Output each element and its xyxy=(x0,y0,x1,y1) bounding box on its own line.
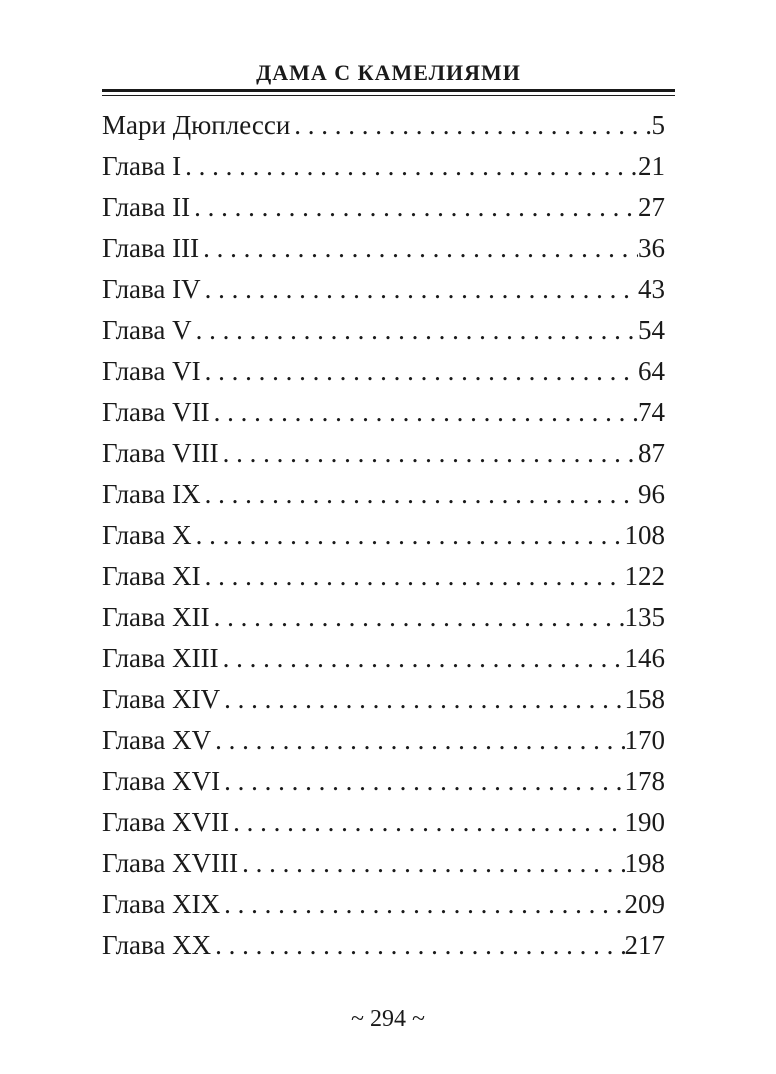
toc-entry-title: Глава IX xyxy=(102,479,201,509)
toc-entry xyxy=(102,761,665,802)
toc-entry-page: 64 xyxy=(638,356,665,386)
toc-entry-title: Глава XII xyxy=(102,602,210,632)
toc-entry-page: 135 xyxy=(624,602,665,632)
toc-entry-title: Глава XVIII xyxy=(102,848,239,878)
toc-entry-title: Глава VI xyxy=(102,356,201,386)
header-rule-thin xyxy=(102,95,675,96)
toc-entry xyxy=(102,146,665,187)
toc-entry-title: Глава XV xyxy=(102,725,212,755)
dot-leader xyxy=(190,187,638,228)
toc-entry-title: Глава XVII xyxy=(102,807,230,837)
toc-entry-title: Глава III xyxy=(102,233,200,263)
toc-entry-page: 87 xyxy=(638,438,665,468)
dot-leader xyxy=(219,638,625,679)
toc-entry-title: Глава XIX xyxy=(102,889,221,919)
toc-entry xyxy=(102,228,665,269)
toc-entry-title: Глава IV xyxy=(102,274,201,304)
page-number: ~ 294 ~ xyxy=(351,1006,425,1032)
toc-entry-page: 74 xyxy=(638,397,665,427)
header-rule-thick xyxy=(102,89,675,92)
dot-leader xyxy=(201,269,638,310)
dot-leader xyxy=(229,802,624,843)
dot-leader xyxy=(181,146,638,187)
toc-entry-title: Глава XI xyxy=(102,561,201,591)
toc-entry xyxy=(102,556,665,597)
toc-entry-page: 209 xyxy=(624,889,665,919)
dot-leader xyxy=(220,884,624,925)
dot-leader xyxy=(219,433,638,474)
toc-entry xyxy=(102,392,665,433)
toc-entry-page: 54 xyxy=(638,315,665,345)
toc-entry-title: Глава XX xyxy=(102,930,212,960)
toc-entry-title: Глава XIV xyxy=(102,684,221,714)
toc-entry-page: 27 xyxy=(638,192,665,222)
toc-entry xyxy=(102,351,665,392)
toc-entry-page: 36 xyxy=(638,233,665,263)
dot-leader xyxy=(220,761,624,802)
dot-leader xyxy=(192,515,625,556)
toc-entry-page: 158 xyxy=(624,684,665,714)
toc-entry xyxy=(102,802,665,843)
dot-leader xyxy=(290,105,651,146)
toc-entry-page: 217 xyxy=(624,930,665,960)
toc-entry xyxy=(102,474,665,515)
toc-entry xyxy=(102,679,665,720)
toc-entry xyxy=(102,884,665,925)
dot-leader xyxy=(210,392,638,433)
dot-leader xyxy=(201,474,638,515)
toc-entry xyxy=(102,597,665,638)
toc-entry-page: 146 xyxy=(624,643,665,673)
toc-entry xyxy=(102,720,665,761)
dot-leader xyxy=(192,310,638,351)
toc-entry-page: 190 xyxy=(624,807,665,837)
toc-entry xyxy=(102,515,665,556)
toc-entry xyxy=(102,843,665,884)
dot-leader xyxy=(238,843,624,884)
toc-entry-title: Глава II xyxy=(102,192,191,222)
toc-entry-page: 43 xyxy=(638,274,665,304)
toc-entry-title: Глава X xyxy=(102,520,192,550)
toc-entry xyxy=(102,187,665,228)
toc-entry-title: Глава XVI xyxy=(102,766,221,796)
toc-entry-page: 170 xyxy=(624,725,665,755)
toc-entry-title: Глава I xyxy=(102,151,182,181)
toc-entry xyxy=(102,638,665,679)
toc-entry xyxy=(102,269,665,310)
toc-entry xyxy=(102,433,665,474)
dot-leader xyxy=(211,925,624,966)
toc-entry-page: 122 xyxy=(624,561,665,591)
toc-entry xyxy=(102,105,665,146)
toc-entry-page: 96 xyxy=(638,479,665,509)
dot-leader xyxy=(211,720,624,761)
toc-entry-title: Мари Дюплесси xyxy=(102,110,291,140)
dot-leader xyxy=(201,556,625,597)
toc-entry xyxy=(102,925,665,966)
toc-entry xyxy=(102,310,665,351)
dot-leader xyxy=(210,597,625,638)
toc-entry-page: 198 xyxy=(624,848,665,878)
toc-entry-page: 21 xyxy=(638,151,665,181)
running-header: ДАМА С КАМЕЛИЯМИ xyxy=(256,60,521,85)
toc-entry-title: Глава VII xyxy=(102,397,210,427)
toc-entry-page: 5 xyxy=(651,110,665,140)
dot-leader xyxy=(201,351,638,392)
toc-entry-title: Глава V xyxy=(102,315,192,345)
toc-entry-page: 178 xyxy=(624,766,665,796)
dot-leader xyxy=(220,679,624,720)
dot-leader xyxy=(199,228,638,269)
toc-entry-title: Глава VIII xyxy=(102,438,219,468)
table-of-contents xyxy=(102,105,665,966)
toc-entry-title: Глава XIII xyxy=(102,643,219,673)
toc-entry-page: 108 xyxy=(624,520,665,550)
